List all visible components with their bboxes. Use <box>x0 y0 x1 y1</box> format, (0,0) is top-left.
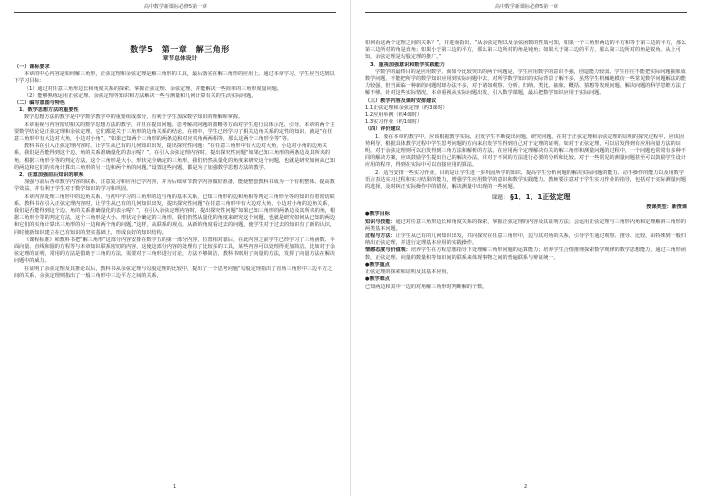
right-sections <box>365 40 687 191</box>
right-paragraph: 如何看这两个定理之间的关系？”，并进而指出，“从余弦定理以及余弦函数的性质可知，如果一个三角形两边的平方和等于第三边的平方，那么第三边所对的角是直角；如果小于第三边的平方，那么第三边所对的角是钝角；如果大于第三边的平方，那么第三边所对的角是锐角。从上可知，余弦定理是勾股定理的推广。” <box>365 40 687 61</box>
lesson-item <box>365 284 687 291</box>
lesson-topic-line <box>365 191 687 204</box>
left-paragraph: 本章重视与内容密切相关的数学思想方法的教学，并且在提出问题、思考解决问题的策略等方面对学生进行具体示范、引导。本章的两个主要数学结论是正弦定理和余弦定理，它们都是关于三角形的边角关系的结论。在初中，学生已经学习了相关边角关系的定性的知识，就是“在任意三角形中有大边对大角，小边对小角”，“如果已知两个三角形的两条边和对应夹角两两相等，那么这两个三角形全等”等。 <box>14 121 335 143</box>
right-body <box>365 40 687 484</box>
left-paragraph: （2）能够熟练运用正弦定理、余弦定理等知识和方法解决一些与测量和几何计算有关的生活实际问题。 <box>24 92 257 99</box>
lesson-item-label: 知识与技能： <box>365 218 396 225</box>
left-paragraph: 加强与前后各章教学内容的联系，注意复习和应用已学内容，并为后续章节教学内容做好准备，能使整套教科书成为一个有机整体，提高教学效益，并有利于学生对于数学知识的学习和巩固。 <box>14 179 335 193</box>
lesson-item-label: ●教学难点 <box>365 276 390 283</box>
left-sections <box>14 64 336 280</box>
lesson-topic-label: 课题： <box>491 195 509 202</box>
right-paragraph: 1.3实习作业（约1课时） <box>365 119 423 126</box>
left-paragraph: 《课程标准》和教科书把“解三角形”这部分内容安排在数学五的第一部分内容，位置相对靠后，在此内容之前学生已经学习了三角函数、平面向量、直线和圆的方程等与本章知识联系密切的内容，这使这部分内容的处理有了比较多的工具，某些内容可以处理得更加简洁。比如对于余弦定理的证明，常用的方法是借助于三角的方法，需要对于三角形进行讨论，方法不够简洁，教科书则用了向量的方法，发挥了向量方法在解决问题中的威力。 <box>14 236 335 265</box>
right-paragraph: 3．重视加强意识和数学实践能力 <box>370 61 445 68</box>
lesson-sections <box>365 211 687 290</box>
lesson-item-text: 让学生从已有的几何知识出发，共同探究在任意三角形中，边与其对角的关系，引导学生通过观察、推导、比较，由特殊到一般归纳出正弦定理，并进行定理基本应用的实践操作。 <box>365 233 686 247</box>
lesson-item-text: 正弦定理的探索和证明及其基本应用。 <box>365 269 452 276</box>
lesson-item-text: 通过对任意三角形边长和角度关系的探索，掌握正弦定理的内容及其证明方法；会运用正弦定理与三角形内角和定理解斜三角形的两类基本问题。 <box>365 218 686 232</box>
left-paragraph: 本章的中心内容是如何解三角形，正弦定理和余弦定理是解三角形的工具，最后落实在解三角形的应用上。通过本章学习，学生应当达到以下学习目标： <box>14 71 335 85</box>
left-paragraph: （1）通过对任意三角形边长和角度关系的探索，掌握正弦定理、余弦定理，并能解决一些简单的三角形度量问题。 <box>24 85 282 92</box>
lesson-item <box>365 247 687 261</box>
lesson-item <box>365 262 687 269</box>
right-header-rule <box>365 12 687 13</box>
right-paragraph: 学数学的最终目的是应用数学，而如今比较突出的两个问题是，学生应用数学的意识不强，创造能力较弱。学生往往不能把实际问题抽象成数学问题，不能把所学的数学知识应用到实际问题中去，对所学数学知识的实际背景了解不多，虽然学生机械地模仿一些常见数学问题解法的能力较强，但当面临一种新的问题时却办法不多，对于诸如观察、分析、归纳、类比、抽象、概括、猜想等发现问题、解决问题的科学思维方法了解不够。针对这些实际情况，本章重视从实际问题出发，引入数学课题，最后把数学知识应用于实际问题。 <box>365 68 686 97</box>
right-paragraph: 1．要在本章的教学中，应该根据教学实际，启发学生不断提出问题，研究问题。在对于正弦定理和余弦定理的证明的探究过程中，应该因势利导，根据具体教学过程中学生思考问题的方向来启发学生得到自己对于定理的证明。如对于正弦定理，可以启发得到有应用向量方法的证明，对于余弦定理则可以启发得到三角方法和解析的方法。在应用两个定理解决有关的解三角形和测量问题的过程中，一个问题也常常有多种不同的解决方案，应该鼓励学生提出自己的解决办法，并对于不同的方法进行必要的分析和比较。对于一些常见的测量问题甚至可以鼓励学生设计应用的程序，得到在实际中可以直接应用的算法。 <box>365 133 686 169</box>
lesson-item-label: ●教学重点 <box>365 261 390 268</box>
right-page <box>351 0 702 496</box>
chapter-title: 数学5 第一章 解三角形 <box>130 45 230 54</box>
left-paragraph: 2．注意加强前后知识的联系 <box>19 172 84 179</box>
lesson-item <box>365 276 687 283</box>
left-paragraph: 1．数学思想方法的重要性 <box>19 107 79 114</box>
lesson-item <box>365 269 687 276</box>
chapter-subtitle: 章节总体设计 <box>162 56 198 62</box>
lesson-item-text: 培养学生在方程思想指导下处理解三角形问题的运算能力；培养学生合情推理探索数学规律的数学思想能力，通过三角形函数、正弦定理、向量的数量积等知识间的联系来体现事物之间的普遍联系与辩证统一。 <box>365 247 686 261</box>
left-body <box>14 44 336 484</box>
right-paragraph: （四）评价建议 <box>365 126 401 133</box>
lesson-item <box>365 211 687 218</box>
right-page-number: 2 <box>524 484 528 490</box>
lesson-item-label: ●教学目标 <box>365 211 390 218</box>
left-paragraph: （一）课标要求 <box>14 64 50 70</box>
lesson-topic: §1．1．1正弦定理 <box>510 193 571 202</box>
left-running-header: 高中数学新课标必修5第一章 <box>143 4 208 10</box>
right-paragraph: （三）教学内容及课时安排建议 <box>365 97 437 104</box>
right-paragraph: 2．适当安排一些实习作业，目的是让学生进一步巩固所学的知识，提高学生分析问题的解决实际问题的能力、动手操作的能力以及用数学语言表达实习过程和实习结果的能力，增强学生应用数学的意识和数学实践能力。教师要注意对于学生实习作业的指导，包括对于实际测量问题的选择，及时纠正实际操作中的错误，解决测量中出现的一些问题。 <box>365 169 686 191</box>
lesson-item <box>365 233 687 247</box>
left-page-number: 1 <box>173 484 177 490</box>
lesson-type: 授课类型：新授课 <box>646 204 687 211</box>
left-header-rule <box>14 12 336 13</box>
right-paragraph: 1.1正弦定理和余弦定理（约3课时） <box>365 104 448 111</box>
right-running-header: 高中数学新课标必修5第一章 <box>494 4 559 10</box>
left-paragraph: （二）编写意图与特色 <box>14 100 65 107</box>
lesson-item-label: 过程与方法： <box>365 233 396 240</box>
lesson-item <box>365 219 687 233</box>
lesson-item-label: 情感态度与价值观： <box>365 247 411 254</box>
left-paragraph: 本章内容处理三角形中的边角关系，与初中学习的三角形的边与角的基本关系，已知三角形的边和角相等判定三角形全等的知识有着密切联系。教科书在引入正弦定理内容时，让学生从已有的几何知识出发，提出探究性问题“在任意三角形中有大边对大角，小边对小角的边角关系，我们是否能得到这个边、角的关系准确量化的表示呢？”，在引入余弦定理内容时，提出探究性问题“如果已知三角形的两条边及其所夹的角，根据三角形全等的判定方法，这个三角形是大小、形状完全确定的三角形，我们仍然从量化的角度来研究这个问题，也就是研究如何从已知的两边和它们的夹角计算出三角形的另一边和两个角的问题。”这样，从联系的观点，从新的角度看过去的问题，使学生对于过去的知识有了新的认识，同时使新知识建立在已有知识的坚实基础上，形成良好的知识结构。 <box>14 193 336 236</box>
left-paragraph: 数学思想方法的教学是中学数学教学中的重要组成部分，有利于学生加深数学知识的理解和掌握。 <box>24 114 244 121</box>
left-paragraph: 在证明了余弦定理及其推论以后，教科书从余弦定理与勾股定理的比较中，提出了一个思考问题“勾股定理指出了直角三角形中三边平方之间的关系，余弦定理则指出了一般三角形中三边平方之间的关系， <box>14 265 333 279</box>
lesson-item-text: 已知两边和其中一边的对角解三角形时判断解的个数。 <box>365 283 488 290</box>
left-paragraph: 教科书在引入正弦定理内容时，让学生从已有的几何知识出发，提出探究性问题：“在任意三角形中有大边对大角，小边对小角的边角关系，我们是否能得到这个边、角的关系准确量化的表示呢？”，在引入余弦定理内容时，提出探究性问题“如果已知三角形的两条边及其所夹的角，根据三角形全等的判定方法，这个三角形是大小、形状完全确定的三角形，我们仍然从量化的角度来研究这个问题，也就是研究如何从已知的两边和它们的夹角计算出三角形的另一边和两个角的问题。”设置这些问题，都是为了加强数学思想方法的教学。 <box>14 143 335 171</box>
right-paragraph: 1.2应用举例（约4课时） <box>365 112 423 119</box>
